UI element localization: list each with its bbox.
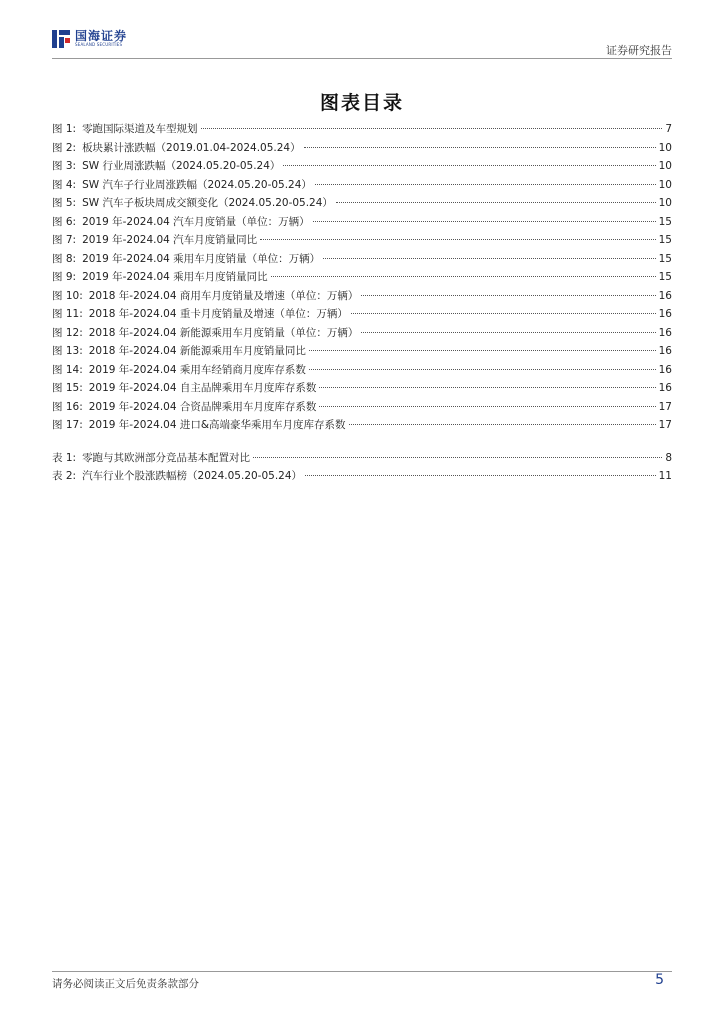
toc-entry-label: 图 9: bbox=[52, 271, 77, 283]
toc-leader-dots bbox=[260, 238, 655, 240]
toc-entry[interactable] bbox=[52, 361, 672, 380]
toc-leader-dots bbox=[305, 474, 656, 476]
toc-entry[interactable] bbox=[52, 176, 672, 195]
toc-entry-page: 10 bbox=[658, 141, 672, 154]
toc-leader-dots bbox=[361, 294, 655, 296]
toc-entry-page: 16 bbox=[658, 363, 672, 376]
toc-entry[interactable] bbox=[52, 398, 672, 417]
toc-entry-page: 7 bbox=[665, 123, 672, 135]
toc-entry[interactable] bbox=[52, 379, 672, 398]
toc-entry-title: 2019 年-2024.04 合资品牌乘用车月度库存系数 bbox=[88, 400, 317, 413]
toc-entry-label: 图 15: bbox=[52, 382, 83, 394]
toc-leader-dots bbox=[336, 201, 656, 203]
table-list bbox=[52, 449, 672, 486]
toc-entry-title: 2019 年-2024.04 进口&高端豪华乘用车月度库存系数 bbox=[88, 419, 346, 431]
toc-entry-page: 16 bbox=[658, 289, 672, 302]
toc-entry-label: 图 3: bbox=[52, 160, 77, 172]
table-of-figures bbox=[52, 120, 672, 486]
page-header bbox=[52, 30, 672, 60]
toc-entry-title: SW 汽车子板块周成交额变化（2024.05.20-05.24） bbox=[82, 197, 333, 209]
logo-name-en: SEALAND SECURITIES bbox=[75, 42, 123, 47]
toc-entry[interactable] bbox=[52, 213, 672, 232]
toc-leader-dots bbox=[319, 386, 655, 388]
toc-entry-title: 2018 年-2024.04 重卡月度销量及增速（单位：万辆） bbox=[88, 308, 348, 320]
toc-entry-label: 表 2: bbox=[52, 470, 77, 482]
toc-entry[interactable] bbox=[52, 194, 672, 213]
toc-entry-page: 15 bbox=[658, 234, 672, 246]
footer-divider bbox=[52, 971, 672, 972]
toc-entry-page: 11 bbox=[658, 470, 672, 482]
toc-entry-title: 2019 年-2024.04 自主品牌乘用车月度库存系数 bbox=[88, 382, 317, 394]
toc-entry[interactable] bbox=[52, 268, 672, 287]
toc-entry-page: 10 bbox=[658, 197, 672, 209]
toc-entry-page: 17 bbox=[658, 419, 672, 431]
toc-leader-dots bbox=[315, 183, 656, 185]
toc-entry-label: 表 1: bbox=[52, 451, 77, 464]
toc-leader-dots bbox=[323, 257, 655, 259]
toc-entry[interactable] bbox=[52, 342, 672, 361]
toc-entry-label: 图 14: bbox=[52, 363, 83, 376]
toc-entry-page: 8 bbox=[665, 451, 672, 464]
toc-leader-dots bbox=[201, 127, 663, 129]
toc-entry[interactable] bbox=[52, 416, 672, 435]
document-type: 证券研究报告 bbox=[606, 44, 672, 57]
toc-entry-page: 17 bbox=[658, 400, 672, 413]
toc-entry-label: 图 16: bbox=[52, 400, 83, 413]
toc-leader-dots bbox=[313, 220, 656, 222]
toc-entry-page: 10 bbox=[658, 178, 672, 191]
toc-entry-page: 16 bbox=[658, 345, 672, 357]
toc-entry[interactable] bbox=[52, 449, 672, 468]
toc-leader-dots bbox=[351, 312, 656, 314]
toc-entry-label: 图 1: bbox=[52, 123, 77, 135]
toc-entry-page: 10 bbox=[658, 160, 672, 172]
toc-entry-label: 图 7: bbox=[52, 234, 77, 246]
toc-entry-label: 图 5: bbox=[52, 197, 77, 209]
toc-entry-title: 零跑国际渠道及车型规划 bbox=[82, 123, 198, 135]
logo-icon bbox=[52, 30, 70, 48]
toc-entry[interactable] bbox=[52, 157, 672, 176]
toc-entry[interactable] bbox=[52, 250, 672, 269]
toc-entry[interactable] bbox=[52, 324, 672, 343]
toc-entry-title: 板块累计涨跌幅（2019.01.04-2024.05.24） bbox=[82, 141, 301, 154]
toc-entry-title: 2019 年-2024.04 汽车月度销量同比 bbox=[82, 234, 258, 246]
toc-entry-title: SW 行业周涨跌幅（2024.05.20-05.24） bbox=[82, 160, 281, 172]
toc-entry-title: 2018 年-2024.04 商用车月度销量及增速（单位：万辆） bbox=[88, 289, 359, 302]
toc-leader-dots bbox=[283, 164, 655, 166]
toc-entry-label: 图 17: bbox=[52, 419, 83, 431]
toc-entry-label: 图 12: bbox=[52, 326, 83, 339]
toc-leader-dots bbox=[253, 456, 662, 458]
toc-entry-page: 16 bbox=[658, 382, 672, 394]
toc-entry-label: 图 6: bbox=[52, 215, 77, 228]
toc-entry-label: 图 13: bbox=[52, 345, 83, 357]
page-title: 图表目录 bbox=[319, 92, 404, 114]
toc-leader-dots bbox=[361, 331, 655, 333]
toc-entry-page: 16 bbox=[658, 326, 672, 339]
toc-entry[interactable] bbox=[52, 120, 672, 139]
toc-entry-title: 2019 年-2024.04 乘用车月度销量（单位：万辆） bbox=[82, 252, 321, 265]
toc-entry-title: 2018 年-2024.04 新能源乘用车月度销量同比 bbox=[88, 345, 306, 357]
toc-leader-dots bbox=[319, 405, 655, 407]
toc-entry-page: 16 bbox=[658, 308, 672, 320]
toc-leader-dots bbox=[309, 349, 656, 351]
toc-entry-page: 15 bbox=[658, 252, 672, 265]
toc-entry[interactable] bbox=[52, 287, 672, 306]
toc-entry-title: 2018 年-2024.04 新能源乘用车月度销量（单位：万辆） bbox=[88, 326, 359, 339]
toc-entry[interactable] bbox=[52, 231, 672, 250]
toc-entry[interactable] bbox=[52, 467, 672, 486]
header-divider bbox=[52, 58, 672, 59]
toc-entry-title: 2019 年-2024.04 乘用车月度销量同比 bbox=[82, 271, 268, 283]
toc-leader-dots bbox=[349, 423, 656, 425]
toc-entry-title: 零跑与其欧洲部分竞品基本配置对比 bbox=[82, 451, 251, 464]
toc-entry-title: 2019 年-2024.04 乘用车经销商月度库存系数 bbox=[88, 363, 306, 376]
toc-leader-dots bbox=[309, 368, 656, 370]
toc-entry-page: 15 bbox=[658, 271, 672, 283]
toc-leader-dots bbox=[304, 146, 656, 148]
toc-entry-label: 图 10: bbox=[52, 289, 83, 302]
page-number: 5 bbox=[655, 972, 664, 988]
toc-entry-title: 汽车行业个股涨跌幅榜（2024.05.20-05.24） bbox=[82, 470, 303, 482]
toc-entry-label: 图 11: bbox=[52, 308, 83, 320]
logo-name-cn: 国海证券 bbox=[75, 29, 128, 43]
toc-entry-title: SW 汽车子行业周涨跌幅（2024.05.20-05.24） bbox=[82, 178, 312, 191]
toc-entry-label: 图 4: bbox=[52, 178, 77, 191]
toc-entry-title: 2019 年-2024.04 汽车月度销量（单位：万辆） bbox=[82, 215, 310, 228]
toc-entry-label: 图 2: bbox=[52, 141, 77, 154]
toc-entry[interactable] bbox=[52, 305, 672, 324]
toc-entry-label: 图 8: bbox=[52, 252, 77, 265]
toc-entry-page: 15 bbox=[658, 215, 672, 228]
toc-leader-dots bbox=[271, 275, 656, 277]
toc-entry[interactable] bbox=[52, 139, 672, 158]
footer-disclaimer: 请务必阅读正文后免责条款部分 bbox=[52, 978, 199, 990]
company-logo bbox=[52, 30, 127, 48]
figure-list bbox=[52, 120, 672, 435]
